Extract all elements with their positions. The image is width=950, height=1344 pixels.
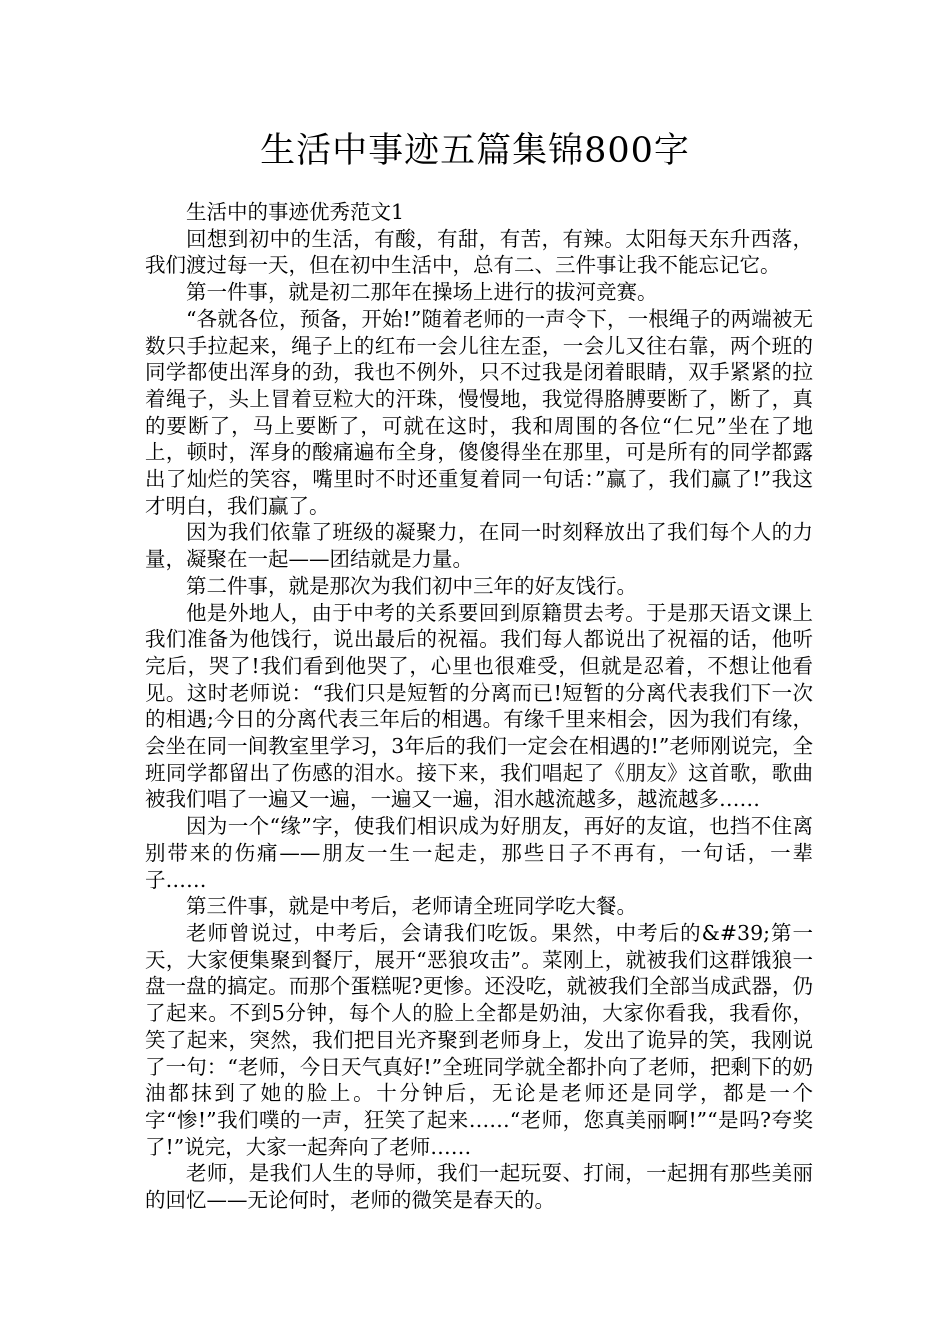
paragraph: 回想到初中的生活，有酸，有甜，有苦，有辣。太阳每天东升西落，我们渡过每一天，但在初中生活中，总有二、三件事让我不能忘记它。 <box>145 226 813 278</box>
paragraph: 第二件事，就是那次为我们初中三年的好友饯行。 <box>186 573 637 598</box>
paragraph: 因为我们依靠了班级的凝聚力，在同一时刻释放出了我们每个人的力量，凝聚在一起——团结就是力量。 <box>145 520 813 572</box>
paragraph: “各就各位，预备，开始!”随着老师的一声令下，一根绳子的两端被无数只手拉起来，绳子上的红布一会儿往左歪，一会儿又往右靠，两个班的同学都使出浑身的劲，我也不例外，只不过我是闭着眼睛，双手紧紧的拉着绳子，头上冒着豆粒大的汗珠，慢慢地，我觉得胳膊要断了，断了，真的要断了，马上要断了，可就在这时，我和周围的各位“仁兄”坐在了地上，顿时，浑身的酸痛遍布全身，傻傻得坐在那里，可是所有的同学都露出了灿烂的笑容，嘴里时不时还重复着同一句话：”赢了，我们赢了!”我这才明白，我们赢了。 <box>145 306 813 518</box>
paragraph: 第三件事，就是中考后，老师请全班同学吃大餐。 <box>186 894 637 919</box>
paragraph: 老师，是我们人生的导师，我们一起玩耍、打闹，一起拥有那些美丽的回忆——无论何时，老师的微笑是春天的。 <box>145 1161 813 1213</box>
document-title: 生活中事迹五篇集锦800字 <box>260 131 690 171</box>
paragraph: 他是外地人，由于中考的关系要回到原籍贯去考。于是那天语文课上我们准备为他饯行，说出最后的祝福。我们每人都说出了祝福的话，他听完后，哭了!我们看到他哭了，心里也很难受，但就是忍着，不想让他看见。这时老师说：“我们只是短暂的分离而已!短暂的分离代表我们下一次的相遇;今日的分离代表三年后的相遇。有缘千里来相会，因为我们有缘，会坐在同一间教室里学习，3年后的我们一定会在相遇的!”老师刚说完，全班同学都留出了伤感的泪水。接下来，我们唱起了《朋友》这首歌，歌曲被我们唱了一遍又一遍，一遍又一遍，泪水越流越多，越流越多…… <box>145 600 813 812</box>
paragraph: 第一件事，就是初二那年在操场上进行的拔河竞赛。 <box>186 280 658 305</box>
paragraph: 老师曾说过，中考后，会请我们吃饭。果然，中考后的&#39;第一天，大家便集聚到餐厅，展开“恶狼攻击”。菜刚上，就被我们这群饿狼一盘一盘的搞定。而那个蛋糕呢?更惨。还没吃，就被我们全部当成武器，仍了起来。不到5分钟，每个人的脸上全都是奶油，大家你看我，我看你，笑了起来，突然，我们把目光齐聚到老师身上，发出了诡异的笑，我刚说了一句：“老师，今日天气真好!”全班同学就全都扑向了老师，把剩下的奶油都抹到了她的脸上。十分钟后，无论是老师还是同学，都是一个字“惨!”我们噗的一声，狂笑了起来……“老师，您真美丽啊!”“是吗?夸奖了!”说完，大家一起奔向了老师…… <box>145 920 813 1159</box>
section-heading: 生活中的事迹优秀范文1 <box>186 200 405 224</box>
paragraph: 因为一个“缘”字，使我们相识成为好朋友，再好的友谊，也挡不住离别带来的伤痛——朋友一生一起走，那些日子不再有，一句话，一辈子…… <box>145 814 813 892</box>
document-body <box>145 199 813 1214</box>
